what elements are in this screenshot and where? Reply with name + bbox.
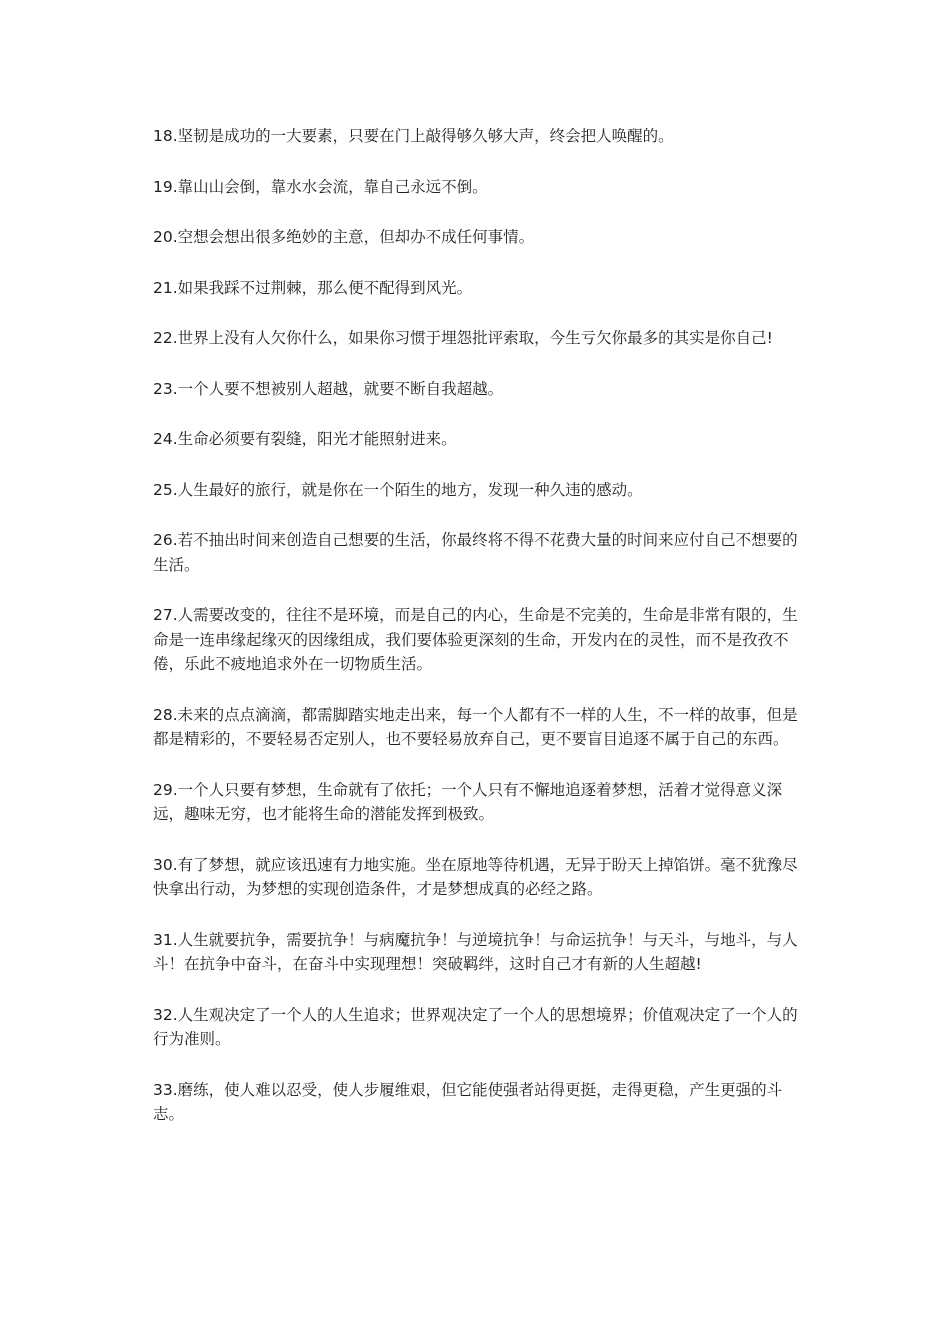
- quote-19: 19.靠山山会倒，靠水水会流，靠自己永远不倒。: [153, 177, 488, 196]
- quote-32: 32.人生观决定了一个人的人生追求；世界观决定了一个人的思想境界；价值观决定了一个人的行为准则。: [153, 1005, 798, 1048]
- quote-24: 24.生命必须要有裂缝，阳光才能照射进来。: [153, 430, 457, 448]
- quote-23: 23.一个人要不想被别人超越，就要不断自我超越。: [153, 379, 504, 398]
- quote-31: 31.人生就要抗争，需要抗争！与病魔抗争！与逆境抗争！与命运抗争！与天斗，与地斗，与人斗！在抗争中奋斗，在奋斗中实现理想！突破羁绊，这时自己才有新的人生超越!: [153, 930, 798, 973]
- quote-28: 28.未来的点点滴滴，都需脚踏实地走出来，每一个人都有不一样的人生，不一样的故事，但是都是精彩的，不要轻易否定别人，也不要轻易放弃自己，更不要盲目追逐不属于自己的东西。: [153, 705, 798, 748]
- quote-18: 18.坚韧是成功的一大要素，只要在门上敲得够久够大声，终会把人唤醒的。: [153, 127, 674, 145]
- quote-21: 21.如果我踩不过荆棘，那么便不配得到风光。: [153, 278, 473, 297]
- quote-33: 33.磨练，使人难以忍受，使人步履维艰，但它能使强者站得更挺，走得更稳，产生更强的斗志。: [153, 1080, 783, 1123]
- quote-25: 25.人生最好的旅行，就是你在一个陌生的地方，发现一种久违的感动。: [153, 480, 643, 499]
- quote-22: 22.世界上没有人欠你什么，如果你习惯于埋怨批评索取，今生亏欠你最多的其实是你自己!: [153, 329, 773, 347]
- quote-20: 20.空想会想出很多绝妙的主意，但却办不成任何事情。: [153, 228, 535, 246]
- quote-26: 26.若不抽出时间来创造自己想要的生活，你最终将不得不花费大量的时间来应付自己不想要的生活。: [153, 531, 798, 574]
- quote-30: 30.有了梦想，就应该迅速有力地实施。坐在原地等待机遇，无异于盼天上掉馅饼。毫不犹豫尽快拿出行动，为梦想的实现创造条件，才是梦想成真的必经之路。: [153, 855, 798, 898]
- document-body: [153, 124, 798, 1153]
- quote-27: 27.人需要改变的，往往不是环境，而是自己的内心，生命是不完美的，生命是非常有限的，生命是一连串缘起缘灭的因缘组成，我们要体验更深刻的生命，开发内在的灵性，而不是孜孜不倦，乐此不疲地追求外在一切物质生活。: [153, 606, 798, 673]
- quote-29: 29.一个人只要有梦想，生命就有了依托；一个人只有不懈地追逐着梦想，活着才觉得意义深远，趣味无穷，也才能将生命的潜能发挥到极致。: [153, 780, 783, 823]
